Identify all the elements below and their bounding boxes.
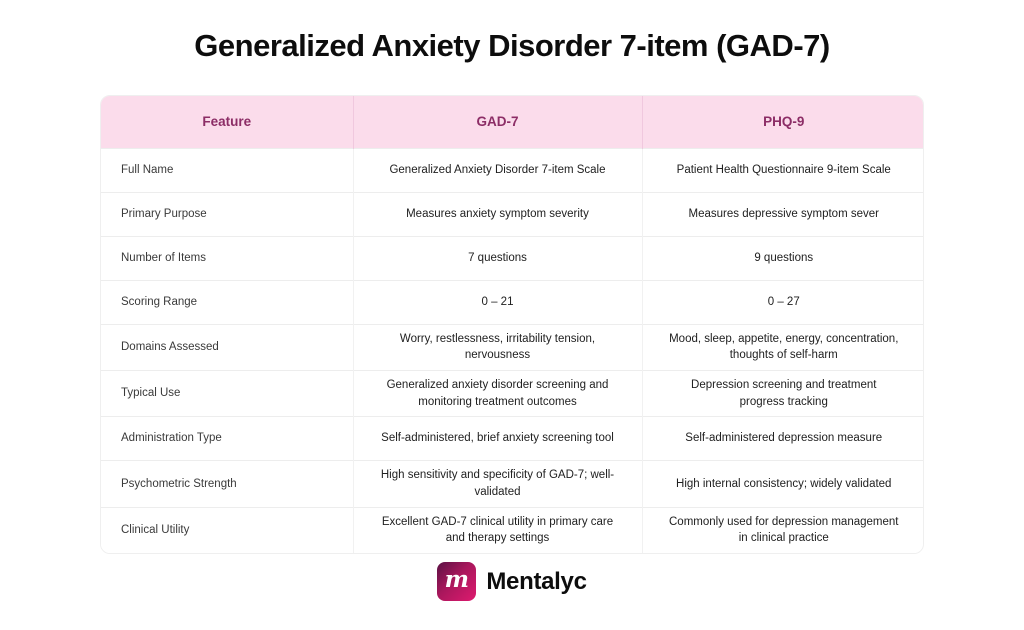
feature-label: Typical Use: [101, 370, 353, 416]
phq9-value: High internal consistency; widely validated: [642, 461, 924, 507]
phq9-value: 9 questions: [642, 236, 924, 280]
feature-label: Scoring Range: [101, 280, 353, 324]
header-phq9: PHQ-9: [642, 96, 924, 148]
phq9-value: Depression screening and treatment progress tracking: [642, 370, 924, 416]
comparison-table: [100, 95, 924, 554]
gad7-value: Excellent GAD-7 clinical utility in primary care and therapy settings: [353, 507, 642, 553]
feature-label: Clinical Utility: [101, 507, 353, 553]
table-row: [101, 461, 924, 507]
feature-label: Primary Purpose: [101, 192, 353, 236]
table-row: [101, 324, 924, 370]
phq9-value: Patient Health Questionnaire 9-item Scale: [642, 148, 924, 192]
phq9-value: Measures depressive symptom sever: [642, 192, 924, 236]
mentalyc-logo-icon: [437, 562, 476, 601]
gad7-value: 7 questions: [353, 236, 642, 280]
gad7-value: High sensitivity and specificity of GAD-7; well-validated: [353, 461, 642, 507]
table-body: [101, 148, 924, 553]
phq9-value: Self-administered depression measure: [642, 417, 924, 461]
table-row: [101, 370, 924, 416]
page-title: Generalized Anxiety Disorder 7-item (GAD-7): [194, 28, 830, 63]
gad7-value: Self-administered, brief anxiety screening tool: [353, 417, 642, 461]
brand-name: Mentalyc: [486, 567, 587, 595]
table-row: [101, 280, 924, 324]
gad7-phq9-table: [101, 96, 924, 553]
table-row: [101, 236, 924, 280]
feature-label: Domains Assessed: [101, 324, 353, 370]
feature-label: Administration Type: [101, 417, 353, 461]
phq9-value: Mood, sleep, appetite, energy, concentration, thoughts of self-harm: [642, 324, 924, 370]
table-row: [101, 148, 924, 192]
feature-label: Full Name: [101, 148, 353, 192]
table-row: [101, 417, 924, 461]
table-row: [101, 507, 924, 553]
table-row: [101, 192, 924, 236]
table-header: [101, 96, 924, 148]
phq9-value: 0 – 27: [642, 280, 924, 324]
gad7-value: Measures anxiety symptom severity: [353, 192, 642, 236]
header-row: [101, 96, 924, 148]
gad7-value: Generalized Anxiety Disorder 7-item Scale: [353, 148, 642, 192]
footer-brand: [0, 562, 1024, 601]
feature-label: Number of Items: [101, 236, 353, 280]
gad7-value: Generalized anxiety disorder screening and monitoring treatment outcomes: [353, 370, 642, 416]
gad7-value: 0 – 21: [353, 280, 642, 324]
logo-letter: m: [444, 566, 470, 593]
phq9-value: Commonly used for depression management in clinical practice: [642, 507, 924, 553]
feature-label: Psychometric Strength: [101, 461, 353, 507]
header-gad7: GAD-7: [353, 96, 642, 148]
header-feature: Feature: [101, 96, 353, 148]
gad7-value: Worry, restlessness, irritability tension, nervousness: [353, 324, 642, 370]
